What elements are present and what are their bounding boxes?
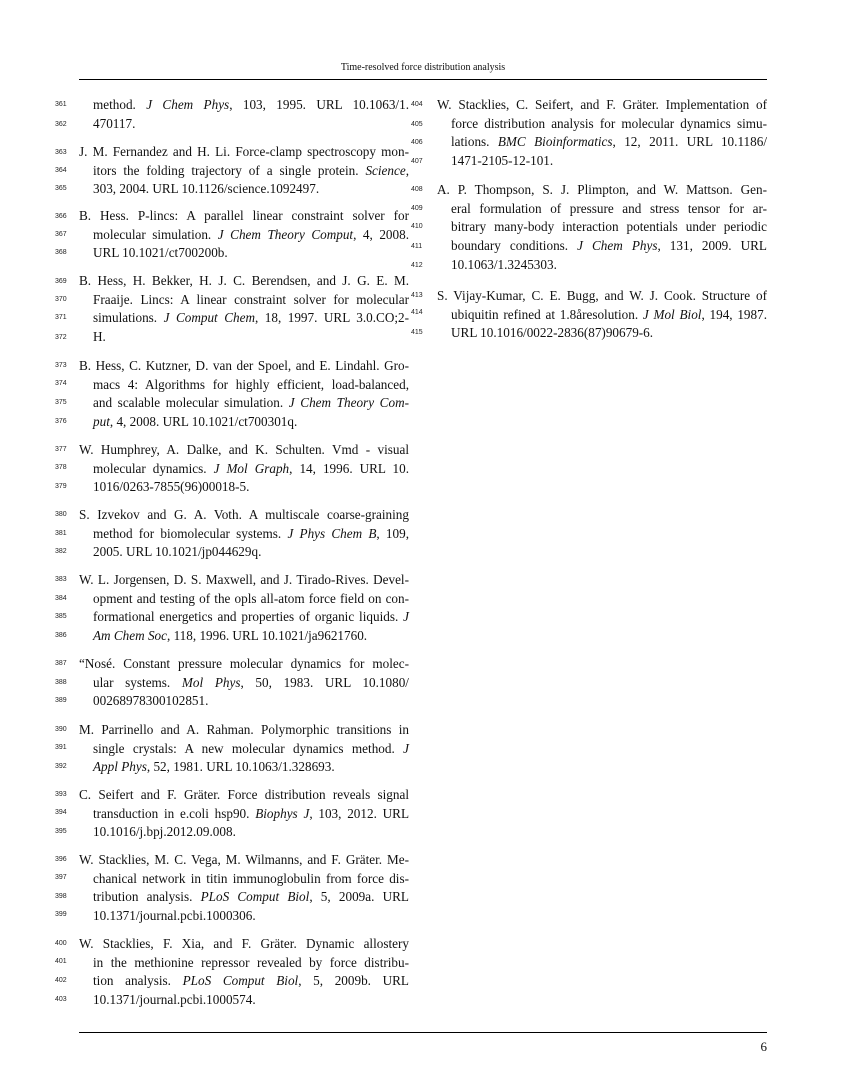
- reference-text: formational energetics and properties of organic liquids.: [93, 609, 404, 625]
- reference-entry: [437, 96, 767, 171]
- reference-text: , 5, 2009b. URL: [298, 973, 409, 989]
- running-title: Time-resolved force distribution analysis: [340, 62, 506, 73]
- reference-text: 303, 2004. URL 10.1126/science.1092497.: [93, 181, 320, 197]
- reference-line: [79, 655, 409, 674]
- line-number: 389: [55, 697, 67, 704]
- reference-line: [79, 478, 409, 497]
- reference-entry: [79, 935, 409, 1010]
- reference-line: [437, 256, 767, 275]
- reference-text: in the methionine repressor revealed by force distribu-: [93, 954, 409, 970]
- journal-name: put: [93, 414, 110, 430]
- line-number: 399: [55, 911, 67, 918]
- reference-text: , 52, 1981. URL 10.1063/1.328693.: [146, 759, 335, 775]
- journal-name: Appl Phys: [93, 759, 147, 775]
- reference-line: [79, 96, 409, 115]
- reference-text: macs 4: Algorithms for highly efficient, load-balanced,: [93, 376, 409, 392]
- line-number: 373: [55, 362, 67, 369]
- reference-line: [79, 571, 409, 590]
- journal-name: J: [403, 740, 409, 756]
- reference-text: B. Hess, C. Kutzner, D. van der Spoel, and E. Lindahl. Gro-: [79, 358, 409, 373]
- reference-entry: [437, 287, 767, 343]
- reference-line: [79, 441, 409, 460]
- line-number: 384: [55, 595, 67, 602]
- reference-text: W. L. Jorgensen, D. S. Maxwell, and J. Tirado-Rives. Devel-: [79, 572, 409, 587]
- line-number: 402: [55, 977, 67, 984]
- reference-text: W. Stacklies, F. Xia, and F. Gräter. Dynamic allostery: [79, 936, 409, 951]
- line-number: 413: [411, 292, 423, 299]
- reference-line: [79, 870, 409, 889]
- reference-text: , 4, 2008.: [353, 226, 410, 242]
- reference-line: [437, 96, 767, 115]
- line-number: 393: [55, 791, 67, 798]
- reference-entry: [79, 272, 409, 347]
- line-number: 411: [411, 243, 423, 250]
- reference-text: Fraaije. Lincs: A linear constraint solver for molecular: [93, 291, 409, 307]
- reference-entry: [79, 441, 409, 497]
- reference-line: [79, 758, 409, 777]
- reference-text: , 5, 2009a. URL: [309, 889, 409, 905]
- header-rule: [79, 79, 767, 80]
- reference-line: [79, 413, 409, 432]
- reference-line: [437, 324, 767, 343]
- reference-text: 1016/0263-7855(96)00018-5.: [93, 479, 250, 495]
- reference-text: lations.: [451, 134, 498, 150]
- journal-name: J Mol Biol: [642, 306, 702, 322]
- reference-text: eral formulation of pressure and stress tensor for ar-: [451, 200, 767, 216]
- reference-entry: [79, 721, 409, 777]
- reference-text: , 103, 1995. URL 10.1063/1.: [229, 97, 409, 112]
- journal-name: Science: [365, 162, 406, 178]
- line-number: 377: [55, 446, 67, 453]
- line-number: 410: [411, 223, 423, 230]
- line-number: 394: [55, 809, 67, 816]
- reference-line: [79, 525, 409, 544]
- reference-text: 10.1063/1.3245303.: [451, 256, 557, 272]
- journal-name: PLoS Comput Biol: [200, 889, 310, 905]
- line-number: 392: [55, 763, 67, 770]
- journal-name: Biophys J: [255, 805, 310, 821]
- reference-line: [79, 740, 409, 759]
- reference-text: B. Hess, H. Bekker, H. J. C. Berendsen, and J. G. E. M.: [79, 273, 409, 288]
- reference-text: 10.1371/journal.pcbi.1000306.: [93, 908, 256, 924]
- reference-text: , 118, 1996. URL 10.1021/ja9621760.: [166, 628, 368, 644]
- line-number: 362: [55, 121, 67, 128]
- reference-entry: [79, 571, 409, 646]
- line-number: 409: [411, 205, 423, 212]
- line-number: 368: [55, 249, 67, 256]
- reference-line: [437, 115, 767, 134]
- reference-text: B. Hess. P-lincs: A parallel linear constraint solver for: [79, 208, 409, 223]
- journal-name: PLoS Comput Biol: [182, 973, 299, 989]
- reference-line: [79, 460, 409, 479]
- reference-line: [79, 357, 409, 376]
- reference-text: tion analysis.: [93, 973, 183, 989]
- line-number: 395: [55, 828, 67, 835]
- line-number: 379: [55, 483, 67, 490]
- reference-line: [79, 180, 409, 199]
- reference-entry: [79, 851, 409, 926]
- reference-text: , 194, 1987.: [701, 306, 767, 322]
- reference-line: [79, 590, 409, 609]
- reference-text: , 12, 2011. URL 10.1186/: [612, 134, 768, 150]
- reference-text: bitrary many-body interaction potentials under periodic: [451, 219, 767, 235]
- reference-line: [79, 376, 409, 395]
- reference-line: [437, 133, 767, 152]
- reference-line: [79, 309, 409, 328]
- reference-line: [79, 907, 409, 926]
- reference-line: [79, 805, 409, 824]
- reference-text: M. Parrinello and A. Rahman. Polymorphic transitions in: [79, 722, 409, 737]
- line-number: 407: [411, 158, 423, 165]
- line-number: 374: [55, 380, 67, 387]
- reference-line: [79, 888, 409, 907]
- reference-line: [437, 237, 767, 256]
- line-number: 369: [55, 278, 67, 285]
- line-number: 403: [55, 996, 67, 1003]
- line-number: 376: [55, 418, 67, 425]
- line-number: 381: [55, 530, 67, 537]
- footer-rule: [79, 1032, 767, 1033]
- reference-text: and scalable molecular simulation.: [93, 395, 289, 411]
- reference-line: [79, 627, 409, 646]
- reference-line: [79, 823, 409, 842]
- journal-name: Mol Phys: [181, 674, 241, 690]
- reference-entry: [79, 655, 409, 711]
- reference-line: [79, 786, 409, 805]
- reference-entry: [79, 143, 409, 199]
- reference-text: S. Vijay-Kumar, C. E. Bugg, and W. J. Cook. Structure of: [437, 288, 767, 303]
- reference-text: , 109,: [376, 525, 409, 541]
- reference-line: [79, 954, 409, 973]
- page-number: 6: [760, 1039, 767, 1054]
- reference-text: 2005. URL 10.1021/jp044629q.: [93, 544, 262, 560]
- reference-line: [437, 181, 767, 200]
- journal-name: BMC Bioinformatics: [497, 134, 613, 150]
- reference-line: [79, 608, 409, 627]
- line-number: 385: [55, 613, 67, 620]
- reference-line: [79, 207, 409, 226]
- reference-line: [79, 328, 409, 347]
- line-number: 408: [411, 186, 423, 193]
- line-number: 382: [55, 548, 67, 555]
- line-number: 375: [55, 399, 67, 406]
- journal-name: J Mol Graph: [213, 460, 290, 476]
- reference-text: C. Seifert and F. Gräter. Force distribution reveals signal: [79, 787, 409, 802]
- reference-line: [79, 394, 409, 413]
- line-number: 361: [55, 101, 67, 108]
- reference-line: [437, 306, 767, 325]
- line-number: 412: [411, 262, 423, 269]
- reference-text: ular systems.: [93, 674, 182, 690]
- line-number: 415: [411, 329, 423, 336]
- reference-text: molecular dynamics.: [93, 460, 214, 476]
- line-number: 390: [55, 726, 67, 733]
- journal-name: J Comput Chem: [163, 310, 255, 326]
- reference-entry: [437, 181, 767, 275]
- reference-line: [79, 291, 409, 310]
- reference-text: boundary conditions.: [451, 238, 578, 254]
- reference-entry: [79, 506, 409, 562]
- reference-line: [437, 200, 767, 219]
- line-number: 396: [55, 856, 67, 863]
- reference-line: [79, 972, 409, 991]
- reference-line: [437, 152, 767, 171]
- reference-line: [79, 115, 409, 134]
- reference-text: H.: [93, 329, 106, 345]
- reference-line: [79, 721, 409, 740]
- reference-text: , 103, 2012. URL: [309, 805, 410, 821]
- reference-line: [79, 226, 409, 245]
- reference-text: itors the folding trajectory of a single protein.: [93, 162, 366, 178]
- reference-entry: [79, 96, 409, 133]
- line-number: 386: [55, 632, 67, 639]
- journal-name: J Chem Theory Com-: [288, 395, 409, 411]
- reference-line: [79, 851, 409, 870]
- reference-text: ubiquitin refined at 1.8åresolution.: [451, 306, 643, 322]
- reference-text: ,: [405, 162, 409, 178]
- journal-name: J Chem Theory Comput: [217, 226, 354, 242]
- reference-entry: [79, 357, 409, 432]
- line-number: 414: [411, 309, 423, 316]
- reference-text: chanical network in titin immunoglobulin from force dis-: [93, 870, 409, 886]
- reference-line: [79, 506, 409, 525]
- reference-line: [79, 543, 409, 562]
- reference-line: [437, 218, 767, 237]
- journal-name: J: [403, 609, 409, 625]
- line-number: 404: [411, 101, 423, 108]
- reference-text: force distribution analysis for molecular dynamics simu-: [451, 115, 767, 131]
- line-number: 397: [55, 874, 67, 881]
- journal-name: J Chem Phys: [146, 97, 230, 112]
- reference-line: [79, 244, 409, 263]
- reference-text: , 14, 1996. URL 10.: [289, 460, 409, 476]
- line-number: 398: [55, 893, 67, 900]
- line-number: 370: [55, 296, 67, 303]
- reference-text: 10.1371/journal.pcbi.1000574.: [93, 992, 256, 1008]
- line-number: 406: [411, 139, 423, 146]
- line-number: 378: [55, 464, 67, 471]
- reference-text: molecular simulation.: [93, 226, 218, 242]
- reference-line: [79, 674, 409, 693]
- reference-text: URL 10.1016/0022-2836(87)90679-6.: [451, 325, 654, 341]
- reference-text: W. Humphrey, A. Dalke, and K. Schulten. Vmd - visual: [79, 442, 409, 457]
- reference-text: W. Stacklies, M. C. Vega, M. Wilmanns, and F. Gräter. Me-: [79, 852, 409, 867]
- reference-text: opment and testing of the opls all-atom force field on con-: [93, 590, 409, 606]
- reference-text: “Nosé. Constant pressure molecular dynamics for molec-: [79, 656, 409, 671]
- reference-entry: [79, 786, 409, 842]
- reference-text: 470117.: [93, 115, 136, 131]
- reference-text: 00268978300102851.: [93, 693, 209, 709]
- reference-text: W. Stacklies, C. Seifert, and F. Gräter. Implementation of: [437, 97, 767, 112]
- reference-text: method for biomolecular systems.: [93, 525, 288, 541]
- line-number: 405: [411, 121, 423, 128]
- reference-entry: [79, 207, 409, 263]
- line-number: 371: [55, 314, 67, 321]
- line-number: 372: [55, 334, 67, 341]
- reference-text: A. P. Thompson, S. J. Plimpton, and W. Mattson. Gen-: [437, 182, 767, 197]
- reference-text: J. M. Fernandez and H. Li. Force-clamp spectroscopy mon-: [79, 144, 409, 159]
- reference-text: single crystals: A new molecular dynamics method.: [93, 740, 404, 756]
- reference-line: [437, 287, 767, 306]
- journal-name: Am Chem Soc: [93, 628, 167, 644]
- line-number: 367: [55, 231, 67, 238]
- line-number: 400: [55, 940, 67, 947]
- reference-line: [79, 692, 409, 711]
- line-number: 380: [55, 511, 67, 518]
- journal-name: J Phys Chem B: [287, 525, 377, 541]
- reference-text: simulations.: [93, 310, 164, 326]
- reference-text: S. Izvekov and G. A. Voth. A multiscale coarse-graining: [79, 507, 409, 522]
- reference-text: , 18, 1997. URL 3.0.CO;2-: [254, 310, 410, 326]
- line-number: 388: [55, 679, 67, 686]
- reference-line: [79, 935, 409, 954]
- line-number: 365: [55, 185, 67, 192]
- line-number: 366: [55, 213, 67, 220]
- reference-line: [79, 272, 409, 291]
- reference-text: URL 10.1021/ct700200b.: [93, 245, 228, 261]
- reference-text: 1471-2105-12-101.: [451, 153, 554, 169]
- line-number: 401: [55, 958, 67, 965]
- line-number: 391: [55, 744, 67, 751]
- journal-name: J Chem Phys: [577, 238, 658, 254]
- line-number: 364: [55, 167, 67, 174]
- reference-line: [79, 162, 409, 181]
- reference-text: 10.1016/j.bpj.2012.09.008.: [93, 824, 236, 840]
- reference-text: tribution analysis.: [93, 889, 201, 905]
- reference-text: transduction in e.coli hsp90.: [93, 805, 256, 821]
- line-number: 387: [55, 660, 67, 667]
- line-number: 383: [55, 576, 67, 583]
- reference-text: , 50, 1983. URL 10.1080/: [240, 674, 409, 690]
- line-number: 363: [55, 149, 67, 156]
- reference-line: [79, 991, 409, 1010]
- reference-text: , 131, 2009. URL: [657, 238, 767, 254]
- reference-text: , 4, 2008. URL 10.1021/ct700301q.: [109, 414, 298, 430]
- reference-text: method.: [93, 97, 147, 112]
- reference-line: [79, 143, 409, 162]
